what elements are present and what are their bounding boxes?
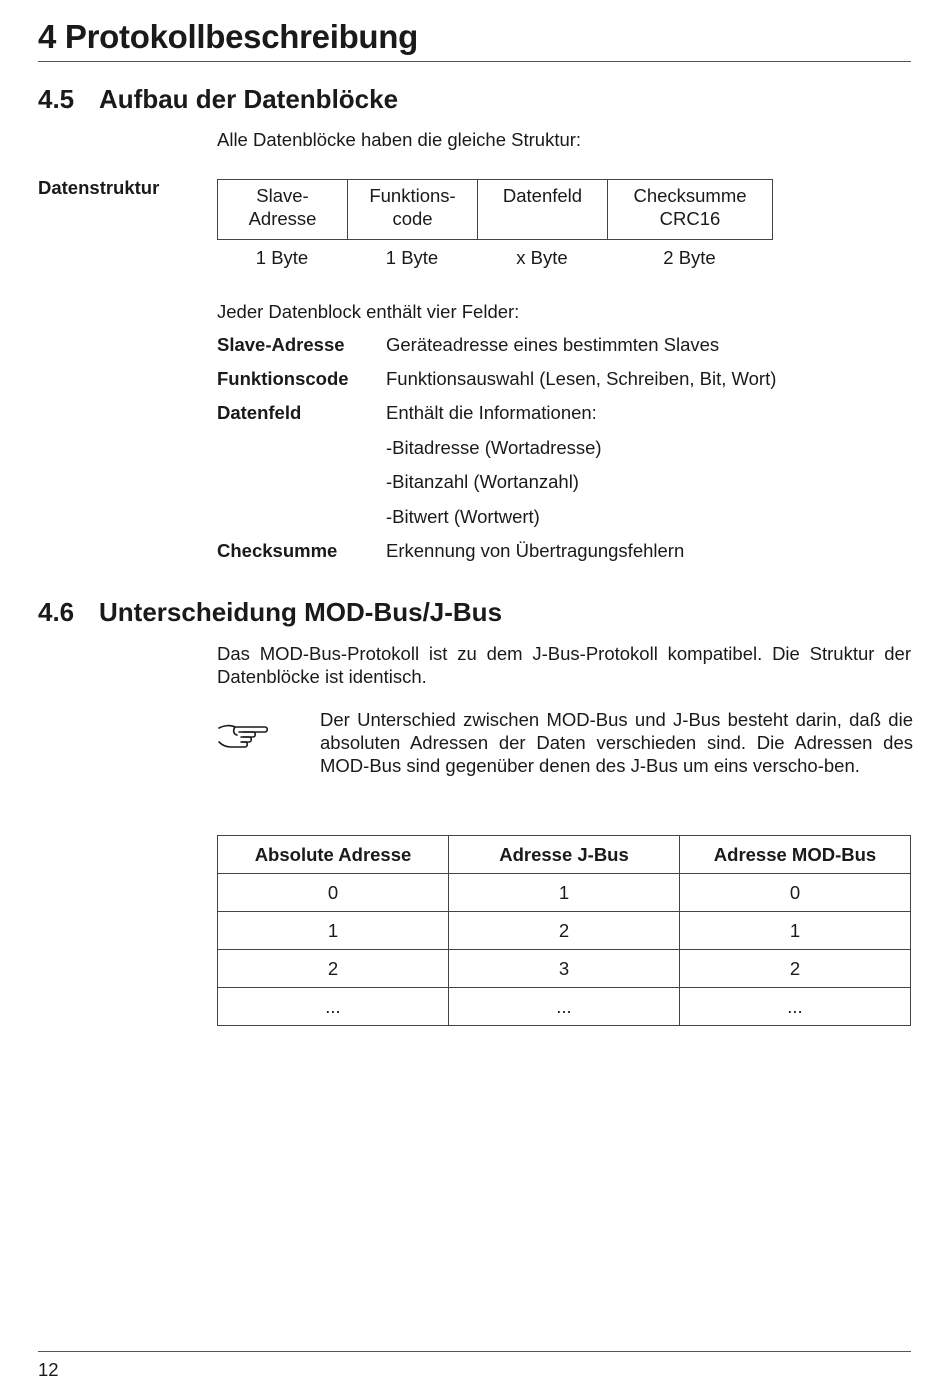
field-desc: -Bitadresse (Wortadresse) xyxy=(386,437,602,458)
field-desc: Erkennung von Übertragungsfehlern xyxy=(386,540,685,561)
section-heading-4-5 xyxy=(38,84,398,115)
structure-cell-data-field: Datenfeld xyxy=(478,180,608,240)
side-label-datenstruktur: Datenstruktur xyxy=(38,177,160,198)
byte-size: 1 Byte xyxy=(255,247,309,268)
table-cell: ... xyxy=(218,988,449,1026)
table-cell: 0 xyxy=(218,874,449,912)
table-header-row xyxy=(218,836,911,874)
note-text: Der Unterschied zwischen MOD-Bus und J-Bus besteht darin, daß die absoluten Adressen der Daten verschieden sind. Die Adressen des MOD-Bus sind gegenüber denen des J-Bus um eins verscho-ben. xyxy=(320,709,913,776)
table-cell: 3 xyxy=(449,950,680,988)
field-desc: Geräteadresse eines bestimmten Slaves xyxy=(386,334,720,355)
field-definition-list xyxy=(217,334,817,574)
table-row xyxy=(218,874,911,912)
section-heading-4-6 xyxy=(38,597,502,628)
field-label: Checksumme xyxy=(217,540,338,561)
structure-intro: Alle Datenblöcke haben die gleiche Struktur: xyxy=(217,129,582,150)
compatibility-paragraph: Das MOD-Bus-Protokoll ist zu dem J-Bus-Protokoll kompatibel. Die Struktur der Datenblöcke ist identisch. xyxy=(217,643,911,687)
table-cell: 1 xyxy=(218,912,449,950)
section-title: Unterscheidung MOD-Bus/J-Bus xyxy=(99,597,503,627)
section-title: Aufbau der Datenblöcke xyxy=(99,84,399,114)
header-rule xyxy=(38,61,911,62)
byte-sizes-row xyxy=(217,247,772,269)
address-mapping-table xyxy=(217,835,911,1026)
table-row xyxy=(218,912,911,950)
structure-cell-checksum: Checksumme CRC16 xyxy=(608,180,773,240)
table-cell: 0 xyxy=(680,874,911,912)
chapter-title: 4 Protokollbeschreibung xyxy=(38,18,418,55)
table-cell: 1 xyxy=(449,874,680,912)
footer-rule xyxy=(38,1351,911,1352)
structure-cell-function-code: Funktions- code xyxy=(348,180,478,240)
field-desc: Enthält die Informationen: xyxy=(386,402,597,423)
table-cell: 2 xyxy=(449,912,680,950)
data-structure-table xyxy=(217,179,773,240)
fields-intro: Jeder Datenblock enthält vier Felder: xyxy=(217,301,520,322)
column-header: Adresse MOD-Bus xyxy=(680,836,911,874)
field-desc: -Bitanzahl (Wortanzahl) xyxy=(386,471,579,492)
section-number: 4.5 xyxy=(38,84,75,114)
byte-size: 1 Byte xyxy=(385,247,439,268)
field-desc: -Bitwert (Wortwert) xyxy=(386,506,540,527)
section-number: 4.6 xyxy=(38,597,75,627)
table-cell: 2 xyxy=(680,950,911,988)
field-desc: Funktionsauswahl (Lesen, Schreiben, Bit, Wort) xyxy=(386,368,777,389)
page-number: 12 xyxy=(38,1359,59,1380)
byte-size: x Byte xyxy=(516,247,568,268)
column-header: Adresse J-Bus xyxy=(449,836,680,874)
byte-size: 2 Byte xyxy=(663,247,716,268)
pointing-hand-icon xyxy=(217,722,269,757)
table-cell: ... xyxy=(449,988,680,1026)
field-label: Datenfeld xyxy=(217,402,302,423)
table-row xyxy=(218,950,911,988)
column-header: Absolute Adresse xyxy=(218,836,449,874)
table-cell: 2 xyxy=(218,950,449,988)
table-row xyxy=(218,988,911,1026)
table-cell: ... xyxy=(680,988,911,1026)
table-cell: 1 xyxy=(680,912,911,950)
field-label: Slave-Adresse xyxy=(217,334,345,355)
field-label: Funktionscode xyxy=(217,368,349,389)
structure-cell-slave-address: Slave- Adresse xyxy=(218,180,348,240)
